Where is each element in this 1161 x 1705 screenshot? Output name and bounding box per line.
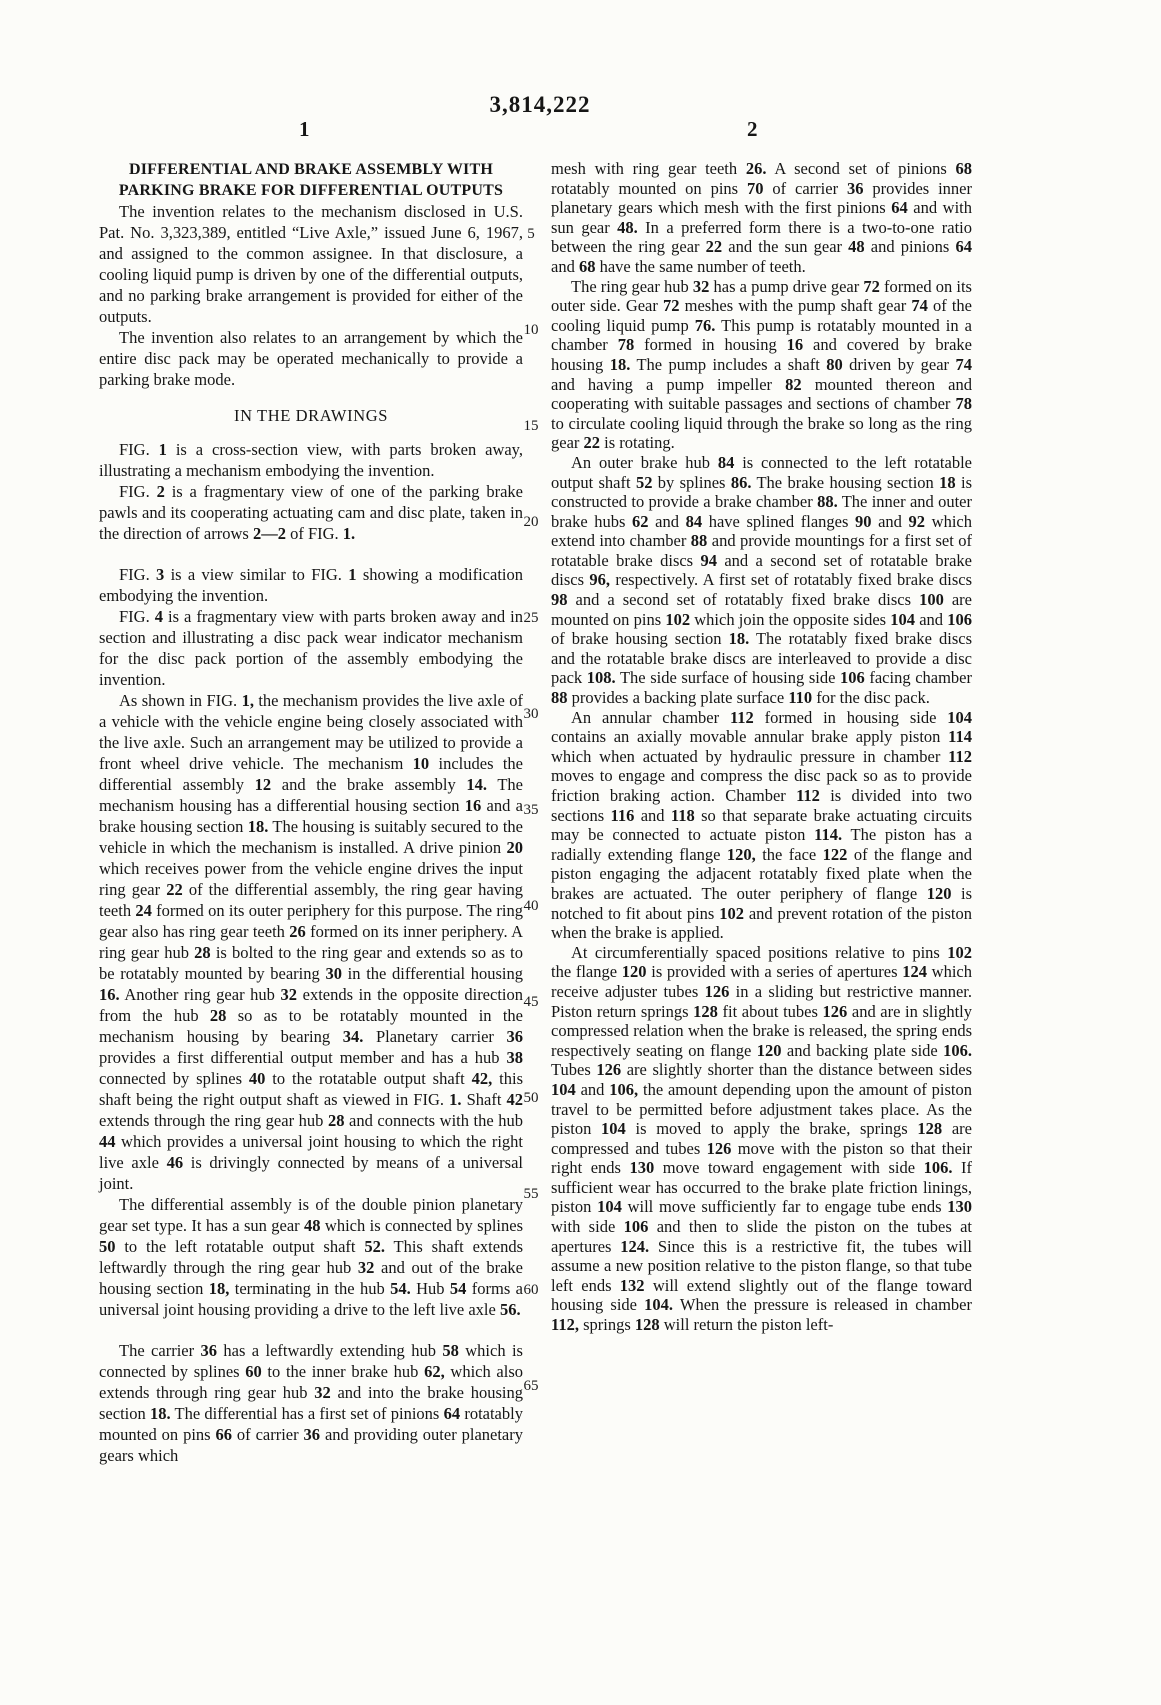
gutter-line-number: 65 <box>523 1378 539 1394</box>
paragraph: The carrier 36 has a leftwardly extending hub 58 which is connected by splines 60 to the inner brake hub 62, which also extends through ring gear hub 32 and into the brake housing section 18. The differential has a first set of pinions 64 rotatably mounted on pins 66 of carrier 36 and providing outer planetary gears which <box>99 1341 523 1465</box>
column-1-number: 1 <box>299 117 310 141</box>
gutter-line-number: 45 <box>523 994 539 1010</box>
gutter-line-number: 25 <box>523 610 539 626</box>
paragraph: FIG. 4 is a fragmentary view with parts broken away and in section and illustrating a disc pack wear indicator mechanism for the disc pack portion of the assembly embodying the invention. <box>99 607 523 689</box>
paragraph: The invention also relates to an arrangement by which the entire disc pack may be operated mechanically to provide a parking brake mode. <box>99 328 523 389</box>
gutter-line-number: 5 <box>527 226 535 242</box>
gutter-line-number: 30 <box>523 706 539 722</box>
paragraph: FIG. 2 is a fragmentary view of one of the parking brake pawls and its cooperating actuating cam and disc plate, taken in the direction of arrows 2—2 of FIG. 1. <box>99 482 523 543</box>
gutter-line-number: 50 <box>523 1090 539 1106</box>
invention-title-line: PARKING BRAKE FOR DIFFERENTIAL OUTPUTS <box>118 182 504 199</box>
paragraph: As shown in FIG. 1, the mechanism provides the live axle of a vehicle with the vehicle engine being closely associated with the live axle. Such an arrangement may be utilized to provide a front wheel drive vehicle. The mechanism 10 includes the differential assembly 12 and the brake assembly 14. The mechanism housing has a differential housing section 16 and a brake housing section 18. The housing is suitably secured to the vehicle in which the mechanism is installed. A drive pinion 20 which receives power from the vehicle engine drives the input ring gear 22 of the differential assembly, the ring gear having teeth 24 formed on its outer periphery for this purpose. The ring gear also has ring gear teeth 26 formed on its inner periphery. A ring gear hub 28 is bolted to the ring gear and extends so as to be rotatably mounted by bearing 30 in the differential housing 16. Another ring gear hub 32 extends in the opposite direction from the hub 28 so as to be rotatably mounted in the mechanism housing by bearing 34. Planetary carrier 36 provides a first differential output member and has a hub 38 connected by splines 40 to the rotatable output shaft 42, this shaft being the right output shaft as viewed in FIG. 1. Shaft 42 extends through the ring gear hub 28 and connects with the hub 44 which provides a universal joint housing to which the right live axle 46 is drivingly connected by means of a universal joint. <box>99 691 524 1193</box>
paragraph: The invention relates to the mechanism disclosed in U.S. Pat. No. 3,323,389, entitled “Live Axle,” issued June 6, 1967, and assigned to the common assignee. In that disclosure, a cooling liquid pump is driven by one of the differential outputs, and no parking brake arrangement is provided for either of the outputs. <box>99 202 523 326</box>
invention-title-line: DIFFERENTIAL AND BRAKE ASSEMBLY WITH <box>128 161 494 178</box>
paragraph: mesh with ring gear teeth 26. A second set of pinions 68 rotatably mounted on pins 70 of carrier 36 provides inner planetary gears which mesh with the first pinions 64 and with sun gear 48. In a preferred form there is a two-to-one ratio between the ring gear 22 and the sun gear 48 and pinions 64 and 68 have the same number of teeth. <box>551 159 973 276</box>
gutter-line-number: 20 <box>523 514 539 530</box>
paragraph: An annular chamber 112 formed in housing side 104 contains an axially movable annular brake apply piston 114 which when actuated by hydraulic pressure in chamber 112 moves to engage and compress the disc pack so as to provide friction braking action. Chamber 112 is divided into two sections 116 and 118 so that separate brake actuating circuits may be connected to actuate piston 114. The piston has a radially extending flange 120, the face 122 of the flange and piston engaging the adjacent rotatably fixed plate when the brakes are actuated. The outer periphery of flange 120 is notched to fit about pins 102 and prevent rotation of the piston when the brake is applied. <box>551 707 973 943</box>
paragraph: FIG. 1 is a cross-section view, with parts broken away, illustrating a mechanism embodying the invention. <box>99 440 523 480</box>
paragraph: At circumferentially spaced positions relative to pins 102 the flange 120 is provided with a series of apertures 124 which receive adjuster tubes 126 in a sliding but restrictive manner. Piston return springs 128 fit about tubes 126 and are in slightly compressed relation when the brake is released, the spring ends respectively seating on flange 120 and backing plate side 106. Tubes 126 are slightly shorter than the distance between sides 104 and 106, the amount depending upon the amount of piston travel to be permitted before adjustment takes place. As the piston 104 is moved to apply the brake, springs 128 are compressed and tubes 126 move with the piston so that their right ends 130 move toward engagement with side 106. If sufficient wear has occurred to the brake plate friction linings, piston 104 will move sufficiently far to engage tube ends 130 with side 106 and then to slide the piston on the tubes at apertures 124. Since this is a restrictive fit, the tubes will assume a new position relative to the piston flange, so that tube left ends 132 will extend slightly out of the flange toward housing side 104. When the pressure is released in chamber 112, springs 128 will return the piston left- <box>551 942 973 1335</box>
left-column <box>99 159 523 1466</box>
paragraph: The differential assembly is of the double pinion planetary gear set type. It has a sun gear 48 which is connected by splines 50 to the left rotatable output shaft 52. This shaft extends leftwardly through the ring gear hub 32 and out of the brake housing section 18, terminating in the hub 54. Hub 54 forms a universal joint housing providing a drive to the left live axle 56. <box>99 1195 524 1319</box>
patent-number: 3,814,222 <box>489 92 591 117</box>
paragraph-gap <box>99 544 523 564</box>
column-2-number: 2 <box>747 117 758 141</box>
gutter-line-number: 55 <box>523 1186 539 1202</box>
right-column <box>551 159 972 1335</box>
paragraph-gap <box>99 1320 523 1340</box>
gutter-line-number: 35 <box>523 802 539 818</box>
gutter-line-number: 10 <box>523 322 539 338</box>
gutter-line-number: 40 <box>523 898 539 914</box>
section-heading: IN THE DRAWINGS <box>233 406 389 425</box>
paragraph: The ring gear hub 32 has a pump drive gear 72 formed on its outer side. Gear 72 meshes with the pump shaft gear 74 of the cooling liquid pump 76. This pump is rotatably mounted in a chamber 78 formed in housing 16 and covered by brake housing 18. The pump includes a shaft 80 driven by gear 74 and having a pump impeller 82 mounted thereon and cooperating with suitable passages and sections of chamber 78 to circulate cooling liquid through the brake so long as the ring gear 22 is rotating. <box>551 276 972 453</box>
paragraph: FIG. 3 is a view similar to FIG. 1 showing a modification embodying the invention. <box>99 565 523 605</box>
gutter-line-number: 60 <box>523 1282 539 1298</box>
gutter-line-number: 15 <box>523 418 539 434</box>
paragraph: An outer brake hub 84 is connected to the left rotatable output shaft 52 by splines 86. The brake housing section 18 is constructed to provide a brake chamber 88. The inner and outer brake hubs 62 and 84 have splined flanges 90 and 92 which extend into chamber 88 and provide mountings for a first set of rotatable brake discs 94 and a second set of rotatable brake discs 96, respectively. A first set of rotatably fixed brake discs 98 and a second set of rotatably fixed brake discs 100 are mounted on pins 102 which join the opposite sides 104 and 106 of brake housing section 18. The rotatably fixed brake discs and the rotatable brake discs are interleaved to provide a disc pack 108. The side surface of housing side 106 facing chamber 88 provides a backing plate surface 110 for the disc pack. <box>551 452 973 708</box>
